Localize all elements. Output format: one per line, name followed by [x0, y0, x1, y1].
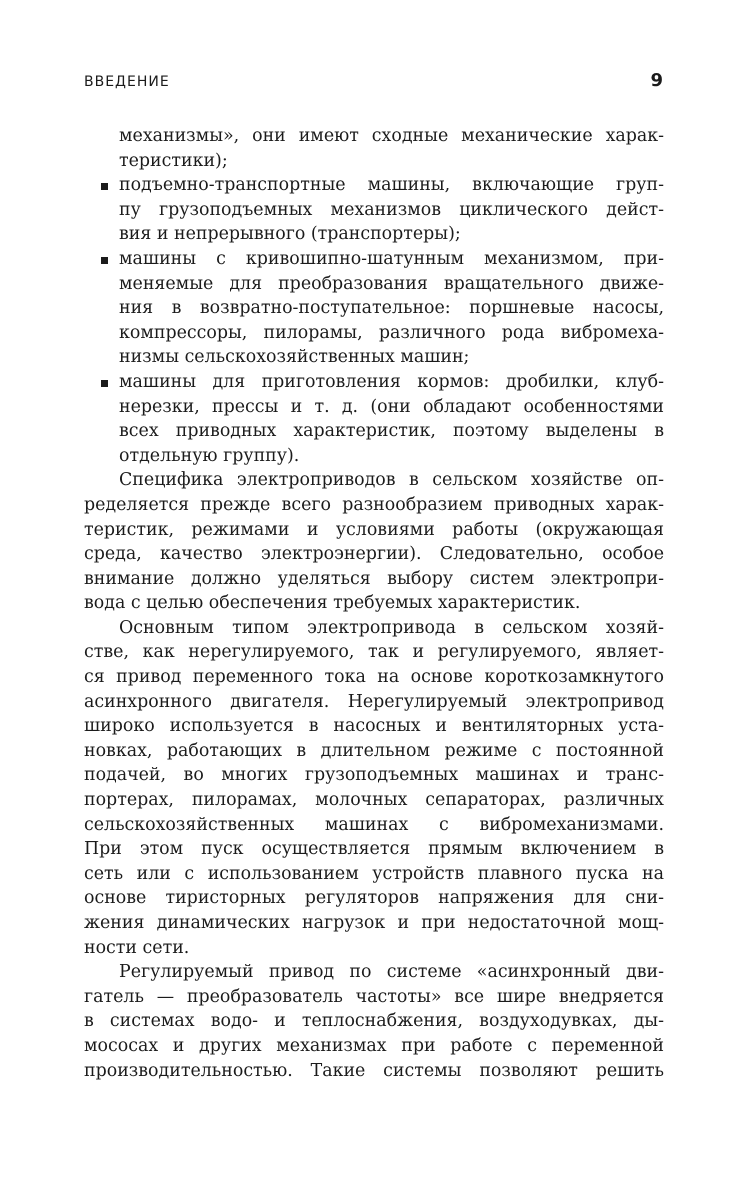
text-line: сельскохозяйственных машинах с вибромеханизмами.: [84, 814, 664, 835]
bullet-icon: [101, 183, 108, 190]
text-line: ределяется прежде всего разнообразием приводных харак-: [84, 494, 664, 515]
text-line: отдельную группу).: [119, 445, 300, 466]
text-line: сеть или с использованием устройств плавного пуска на: [84, 863, 664, 884]
text-line: теристики);: [119, 150, 228, 171]
text-line: вия и непрерывного (транспортеры);: [119, 224, 461, 245]
bullet-item-line: [84, 370, 664, 395]
text-line: пу грузоподъемных механизмов циклического дейст-: [119, 199, 664, 220]
body-text: [84, 124, 664, 1083]
text-line: нерезки, прессы и т. д. (они обладают особенностями: [119, 396, 664, 417]
paragraph-first-line: Основным типом электропривода в сельском хозяй-: [119, 617, 664, 638]
bullet-item-line: [84, 173, 664, 198]
text-line: мососах и других механизмах при работе с переменной: [84, 1035, 664, 1056]
text-line: в системах водо- и теплоснабжения, воздуходувках, ды-: [84, 1011, 664, 1032]
text-line: всех приводных характеристик, поэтому выделены в: [119, 421, 664, 442]
text-line: При этом пуск осуществляется прямым включением в: [84, 839, 664, 860]
page-number: 9: [650, 70, 663, 91]
text-line: подачей, во многих грузоподъемных машинах и транс-: [84, 765, 664, 786]
text-line: механизмы», они имеют сходные механические харак-: [119, 126, 664, 146]
text-line: среда, качество электроэнергии). Следовательно, особое: [84, 544, 664, 565]
paragraph-first-line: Регулируемый привод по системе «асинхронный дви-: [119, 962, 664, 983]
text-line: ся привод переменного тока на основе короткозамкнутого: [84, 667, 664, 688]
text-line: вода с целью обеспечения требуемых характеристик.: [84, 593, 581, 614]
text-line: компрессоры, пилорамы, различного рода вибромеха-: [119, 322, 664, 343]
text-line: ния в возвратно-поступательное: поршневые насосы,: [119, 298, 664, 319]
bullet-icon: [101, 380, 108, 387]
text-line: теристик, режимами и условиями работы (окружающая: [84, 519, 664, 540]
text-line: машины для приготовления кормов: дробилки, клуб-: [119, 371, 664, 392]
text-line: портерах, пилорамах, молочных сепараторах, различных: [84, 790, 664, 811]
running-head: ВВЕДЕНИЕ: [84, 74, 170, 90]
paragraph-first-line: Специфика электроприводов в сельском хозяйстве оп-: [119, 470, 664, 491]
text-line: новках, работающих в длительном режиме с постоянной: [84, 740, 664, 761]
text-line: подъемно-транспортные машины, включающие груп-: [119, 175, 664, 196]
text-line: меняемые для преобразования вращательного движе-: [119, 273, 664, 294]
text-line: гатель — преобразователь частоты» все шире внедряется: [84, 986, 664, 1007]
text-line: машины с кривошипно-шатунным механизмом, при-: [119, 248, 664, 269]
text-line: производительностью. Такие системы позволяют решить: [84, 1060, 664, 1081]
text-line: основе тиристорных регуляторов напряжения для сни-: [84, 888, 664, 909]
text-line: асинхронного двигателя. Нерегулируемый электропривод: [84, 691, 664, 712]
text-line: внимание должно уделяться выбору систем электропри-: [84, 568, 664, 589]
bullet-item-line: [84, 247, 664, 272]
text-line: широко используется в насосных и вентиляторных уста-: [84, 716, 664, 737]
text-line: жения динамических нагрузок и при недостаточной мощ-: [84, 913, 664, 933]
page-header: [84, 70, 663, 96]
text-line: стве, как нерегулируемого, так и регулируемого, являет-: [84, 642, 664, 663]
text-line: низмы сельскохозяйственных машин;: [119, 347, 470, 368]
text-line: ности сети.: [84, 937, 190, 958]
bullet-icon: [101, 257, 108, 264]
